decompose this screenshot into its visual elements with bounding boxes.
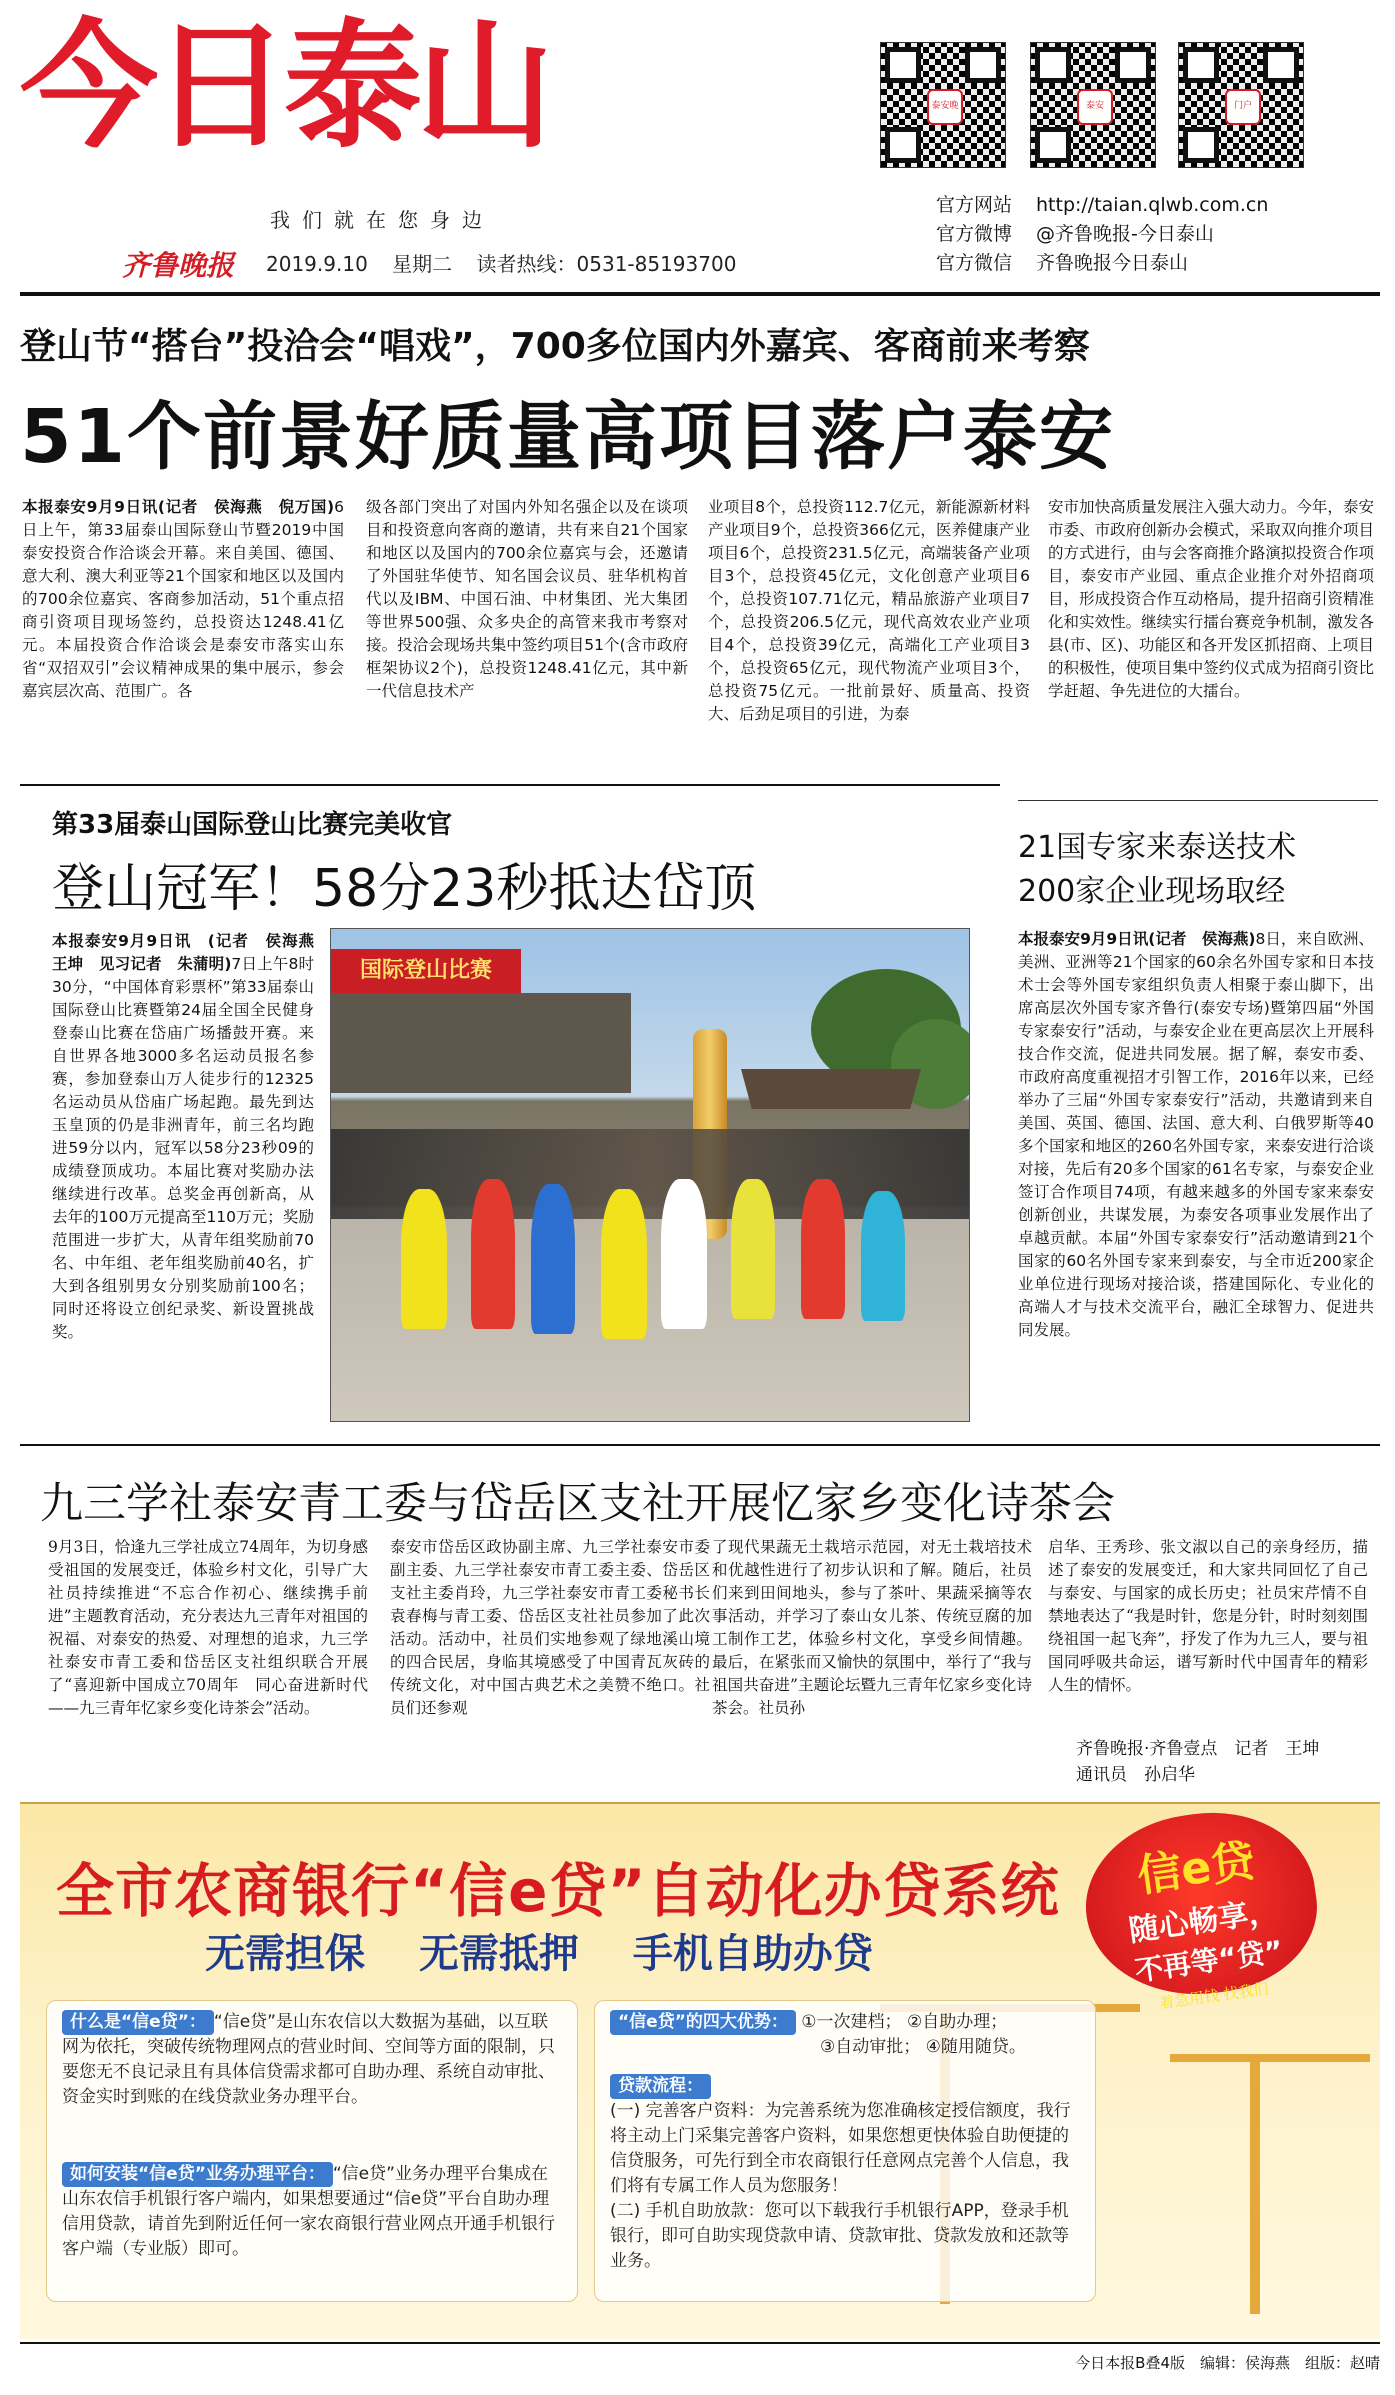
ad-sub-1: 无需担保 <box>205 1931 365 1977</box>
reader-hotline: 读者热线：0531-85193700 <box>476 252 737 276</box>
ad-advantages-label: “信e贷”的四大优势： <box>610 2010 796 2035</box>
ad-install-section: 如何安装“信e贷”业务办理平台： “信e贷”业务办理平台集成在山东农信手机银行客户端内，如果想要通过“信e贷”平台自助办理信用贷款，请首先到附近任何一家农商银行营业网点开通手机银行客户端（专业版）即可。 <box>62 2164 555 2259</box>
story1-lead: 本报泰安9月9日讯(记者 侯海燕 倪万国) <box>22 498 335 516</box>
ad-advantages: “信e贷”的四大优势： ①一次建档； ②自助办理； ③自动审批； ④随用随贷。 <box>610 2010 1080 2060</box>
photo-banner: 国际登山比赛 <box>331 949 521 993</box>
masthead-title: 今日泰山 <box>20 6 549 167</box>
official-website-value[interactable]: http://taian.qlwb.com.cn <box>1036 194 1269 216</box>
bank-advertisement[interactable] <box>20 1802 1380 2339</box>
sidebar-divider <box>1018 800 1378 801</box>
story4-correspondent: 通讯员 孙启华 <box>1076 1765 1195 1785</box>
story1-column-4: 安市加快高质量发展注入强大动力。今年，泰安市委、市政府创新办会模式，采取双向推介项目的方式进行，由与会客商推介路演拟投资合作项目，泰安市产业园、重点企业推介对外招商项目，形成投资合作互动格局，提升招商引资精准化和实效性。继续实行擂台赛竞争机制，激发各县(市、区)、功能区和各开发区抓招商、上项目的积极性，使项目集中签约仪式成为招商引资比学赶超、争先进位的大擂台。 <box>1048 498 1374 700</box>
qr-code-2-icon[interactable] <box>1030 42 1156 168</box>
qr-badge-1: 泰安晚 <box>927 89 963 125</box>
page-footer: 今日本报B叠4版 编辑：侯海燕 组版：赵晴 <box>1075 2354 1380 2372</box>
paper-logo: 齐鲁晚报 <box>122 249 235 282</box>
story2-headline: 登山冠军！58分23秒抵达岱顶 <box>52 859 757 919</box>
official-wechat-value[interactable]: 齐鲁晚报今日泰山 <box>1036 252 1189 274</box>
story4-column-2: 泰安市岱岳区政协副主席、九三学社泰安市委副主委、九三学社泰安市青工委主委、岱岳区支社主委肖玲，九三学社泰安市青工委秘书长袁春梅与青工委、岱岳区支社社员参加了此次活动。活动中，社员们实地参观了绿地溪山境的四合民居，身临其境感受了中国青瓦灰砖的传统文化，对中国古典艺术之美赞不绝口。社员们还参观 <box>390 1538 710 1717</box>
ad-process-step-2: (二) 手机自助放款：您可以下载我行手机银行APP，登录手机银行，即可自助实现贷款申请、贷款审批、贷款发放和还款等业务。 <box>610 2201 1069 2271</box>
masthead-divider <box>20 292 1380 296</box>
story2-lead: 本报泰安9月9日讯 (记者 侯海燕 王坤 见习记者 朱蒲明) <box>52 932 330 973</box>
qr-code-3-icon[interactable] <box>1178 42 1304 168</box>
issue-date: 2019.9.10 <box>266 252 368 276</box>
ad-what-section: 什么是“信e贷”： “信e贷”是山东农信以大数据为基础，以互联网为依托，突破传统物理网点的营业时间、空间等方面的限制，只要您无不良记录且有具体信贷需求都可自助办理、系统自动审批、资金实时到账的在线贷款业务办理平台。 <box>62 2012 555 2107</box>
story2-kicker: 第33届泰山国际登山比赛完美收官 <box>52 810 453 840</box>
story1-column-1: 本报泰安9月9日讯(记者 侯海燕 倪万国)6日上午，第33届泰山国际登山节暨2019中国泰安投资合作洽谈会开幕。来自美国、德国、意大利、澳大利亚等21个国家和地区以及国内的700余位嘉宾、客商参加活动，51个重点招商引资项目现场签约，总投资达1248.41亿元。本届投资合作洽谈会是泰安市落实山东省“双招双引”会议精神成果的集中展示，参会嘉宾层次高、范围广。各 <box>22 498 344 700</box>
story2-body: 本报泰安9月9日讯 (记者 侯海燕 王坤 见习记者 朱蒲明)7日上午8时30分，“中国体育彩票杯”第33届泰山国际登山比赛暨第24届全国全民健身登泰山比赛在岱庙广场播鼓开赛。来自世界各地3000多名运动员报名参赛，参加登泰山万人徒步行的12325名运动员从岱庙广场起跑。最先到达玉皇顶的仍是非洲青年，前三名均跑进59分以内，冠军以58分23秒09的成绩登顶成功。本届比赛对奖励办法继续进行改革。总奖金再创新高，从去年的100万元提高至110万元；奖励范围进一步扩大，从青年组奖励前70名、中年组、老年组奖励前40名，扩大到各组别男女分别奖励前100名；同时还将设立创纪录奖、新设置挑战奖。 <box>52 932 330 1341</box>
story2-divider <box>20 1444 1380 1446</box>
ad-process-label: 贷款流程： <box>610 2074 711 2099</box>
official-weibo[interactable]: 官方微博 @齐鲁晚报-今日泰山 <box>936 223 1214 245</box>
xin-e-dai-badge-icon: 信e贷 随心畅享， 不再等“贷” 着急用钱 找我们 <box>1075 1802 1328 2009</box>
story3-lead: 本报泰安9月9日讯(记者 侯海燕) <box>1018 930 1256 948</box>
story4-byline: 齐鲁晚报·齐鲁壹点 记者 王坤 <box>1076 1739 1320 1759</box>
ad-install-label: 如何安装“信e贷”业务办理平台： <box>62 2162 333 2187</box>
masthead-slogan: 我们就在您身边 <box>270 208 494 232</box>
ad-process-step-1: (一) 完善客户资料：为完善系统为您准确核定授信额度，我行将主动上门采集完善客户资料，如果您想更快体验自助便捷的信贷服务，可先行到全市农商银行任意网点完善个人信息，我们将有专属工作人员为您服务！ <box>610 2101 1071 2196</box>
story3-headline-line2: 200家企业现场取经 <box>1018 874 1286 909</box>
story1-divider <box>20 784 1000 786</box>
ad-subtitle <box>205 1922 913 1979</box>
footer-divider <box>20 2342 1380 2344</box>
official-weibo-value[interactable]: @齐鲁晚报-今日泰山 <box>1036 223 1214 245</box>
qr-badge-2: 泰安 <box>1077 89 1113 125</box>
story4-column-4: 启华、王秀珍、张文淑以自己的亲身经历，描述了泰安的发展变迁，和大家共同回忆了自己与泰安、与国家的成长历史；社员宋芹情不自禁地表达了“我是时针，您是分针，时时刻刻围绕祖国一起飞奔”，抒发了作为九三人，要与祖国同呼吸共命运，谱写新时代中国青年的精彩人生的情怀。 <box>1048 1538 1368 1694</box>
ad-title: 全市农商银行“信e贷”自动化办贷系统 <box>56 1857 1060 1925</box>
dateline <box>266 248 754 277</box>
race-start-photo[interactable] <box>330 928 970 1422</box>
story4-column-1: 9月3日，恰逢九三学社成立74周年，为切身感受祖国的发展变迁，体验乡村文化，引导广大社员持续推进“不忘合作初心、继续携手前进”主题教育活动，充分表达九三青年对祖国的祝福、对泰安的热爱、对理想的追求，九三学社泰安市青工委和岱岳区支社组织联合开展了“喜迎新中国成立70周年 同心奋进新时代——九三青年忆家乡变化诗茶会”活动。 <box>48 1538 368 1717</box>
story1-headline: 51个前景好质量高项目落户泰安 <box>20 394 1115 480</box>
ad-sub-2: 无需抵押 <box>418 1931 579 1977</box>
story3-headline-line1: 21国专家来泰送技术 <box>1018 830 1297 865</box>
story3-body: 本报泰安9月9日讯(记者 侯海燕)8日，来自欧洲、美洲、亚洲等21个国家的60余名外国专家和日本技术士会等外国专家组织负责人相聚于泰山脚下，出席高层次外国专家齐鲁行(泰安专场)暨第四届“外国专家泰安行”活动，与泰安企业在更高层次上开展科技合作交流，促进共同发展。据了解，泰安市委、市政府高度重视招才引智工作，2016年以来，已经举办了三届“外国专家泰安行”活动，共邀请到来自美国、英国、德国、法国、意大利、白俄罗斯等40多个国家和地区的260名外国专家，来泰安进行洽谈对接，先后有20多个国家的61名专家，与泰安企业签订合作项目74项，有越来越多的外国专家来泰安创新创业，共谋发展，为泰安各项事业发展作出了卓越贡献。本届“外国专家泰安行”活动邀请到21个国家的60名外国专家来到泰安，与全市近200家企业单位进行现场对接洽谈，搭建国际化、专业化的高端人才与技术交流平台，融汇全球智力、促进共同发展。 <box>1018 930 1374 1339</box>
official-wechat[interactable]: 官方微信 齐鲁晚报今日泰山 <box>936 252 1189 274</box>
ad-what-label: 什么是“信e贷”： <box>62 2010 214 2035</box>
story1-column-2: 级各部门突出了对国内外知名强企以及在谈项目和投资意向客商的邀请，共有来自21个国家和地区以及国内的700余位嘉宾与会，还邀请了外国驻华使节、知名国会议员、驻华机构首代以及IBM、中国石油、中材集团、光大集团等世界500强、众多央企的高管来我市考察对接。投洽会现场共集中签约项目51个(含市政府框架协议2个)，总投资1248.41亿元，其中新一代信息技术产 <box>366 498 688 700</box>
issue-weekday: 星期二 <box>392 252 453 276</box>
qr-code-1-icon[interactable] <box>880 42 1006 168</box>
ad-process <box>610 2074 1080 2274</box>
story1-kicker: 登山节“搭台”投洽会“唱戏”，700多位国内外嘉宾、客商前来考察 <box>20 326 1090 367</box>
story4-headline: 九三学社泰安青工委与岱岳区支社开展忆家乡变化诗茶会 <box>40 1479 1115 1529</box>
story1-column-3: 业项目8个，总投资112.7亿元，新能源新材料产业项目9个，总投资366亿元，医养健康产业项目6个，总投资231.5亿元，高端装备产业项目3个，总投资45亿元，文化创意产业项目6个，总投资107.71亿元，精品旅游产业项目7个，总投资206.5亿元，现代高效农业产业项目4个，总投资39亿元，高端化工产业项目3个，总投资65亿元，现代物流产业项目3个，总投资75亿元。一批前景好、质量高、投资大、后劲足项目的引进，为泰 <box>708 498 1030 723</box>
qr-badge-3: 门户 <box>1225 89 1261 125</box>
ad-sub-3: 手机自助办贷 <box>632 1931 873 1977</box>
official-website[interactable]: 官方网站 http://taian.qlwb.com.cn <box>936 194 1269 216</box>
story4-column-3: 了现代果蔬无土栽培示范园，对无土栽培技术和优越性进行了初步认识和了解。随后，社员们来到田间地头，参与了茶叶、果蔬采摘等农事活动，并学习了泰山女儿茶、传统豆腐的加工制作工艺，体验乡村文化，享受乡间情趣。最后，在紧张而又愉快的氛围中，举行了“我与祖国共奋进”主题论坛暨九三青年忆家乡变化诗茶会。社员孙 <box>712 1538 1032 1717</box>
